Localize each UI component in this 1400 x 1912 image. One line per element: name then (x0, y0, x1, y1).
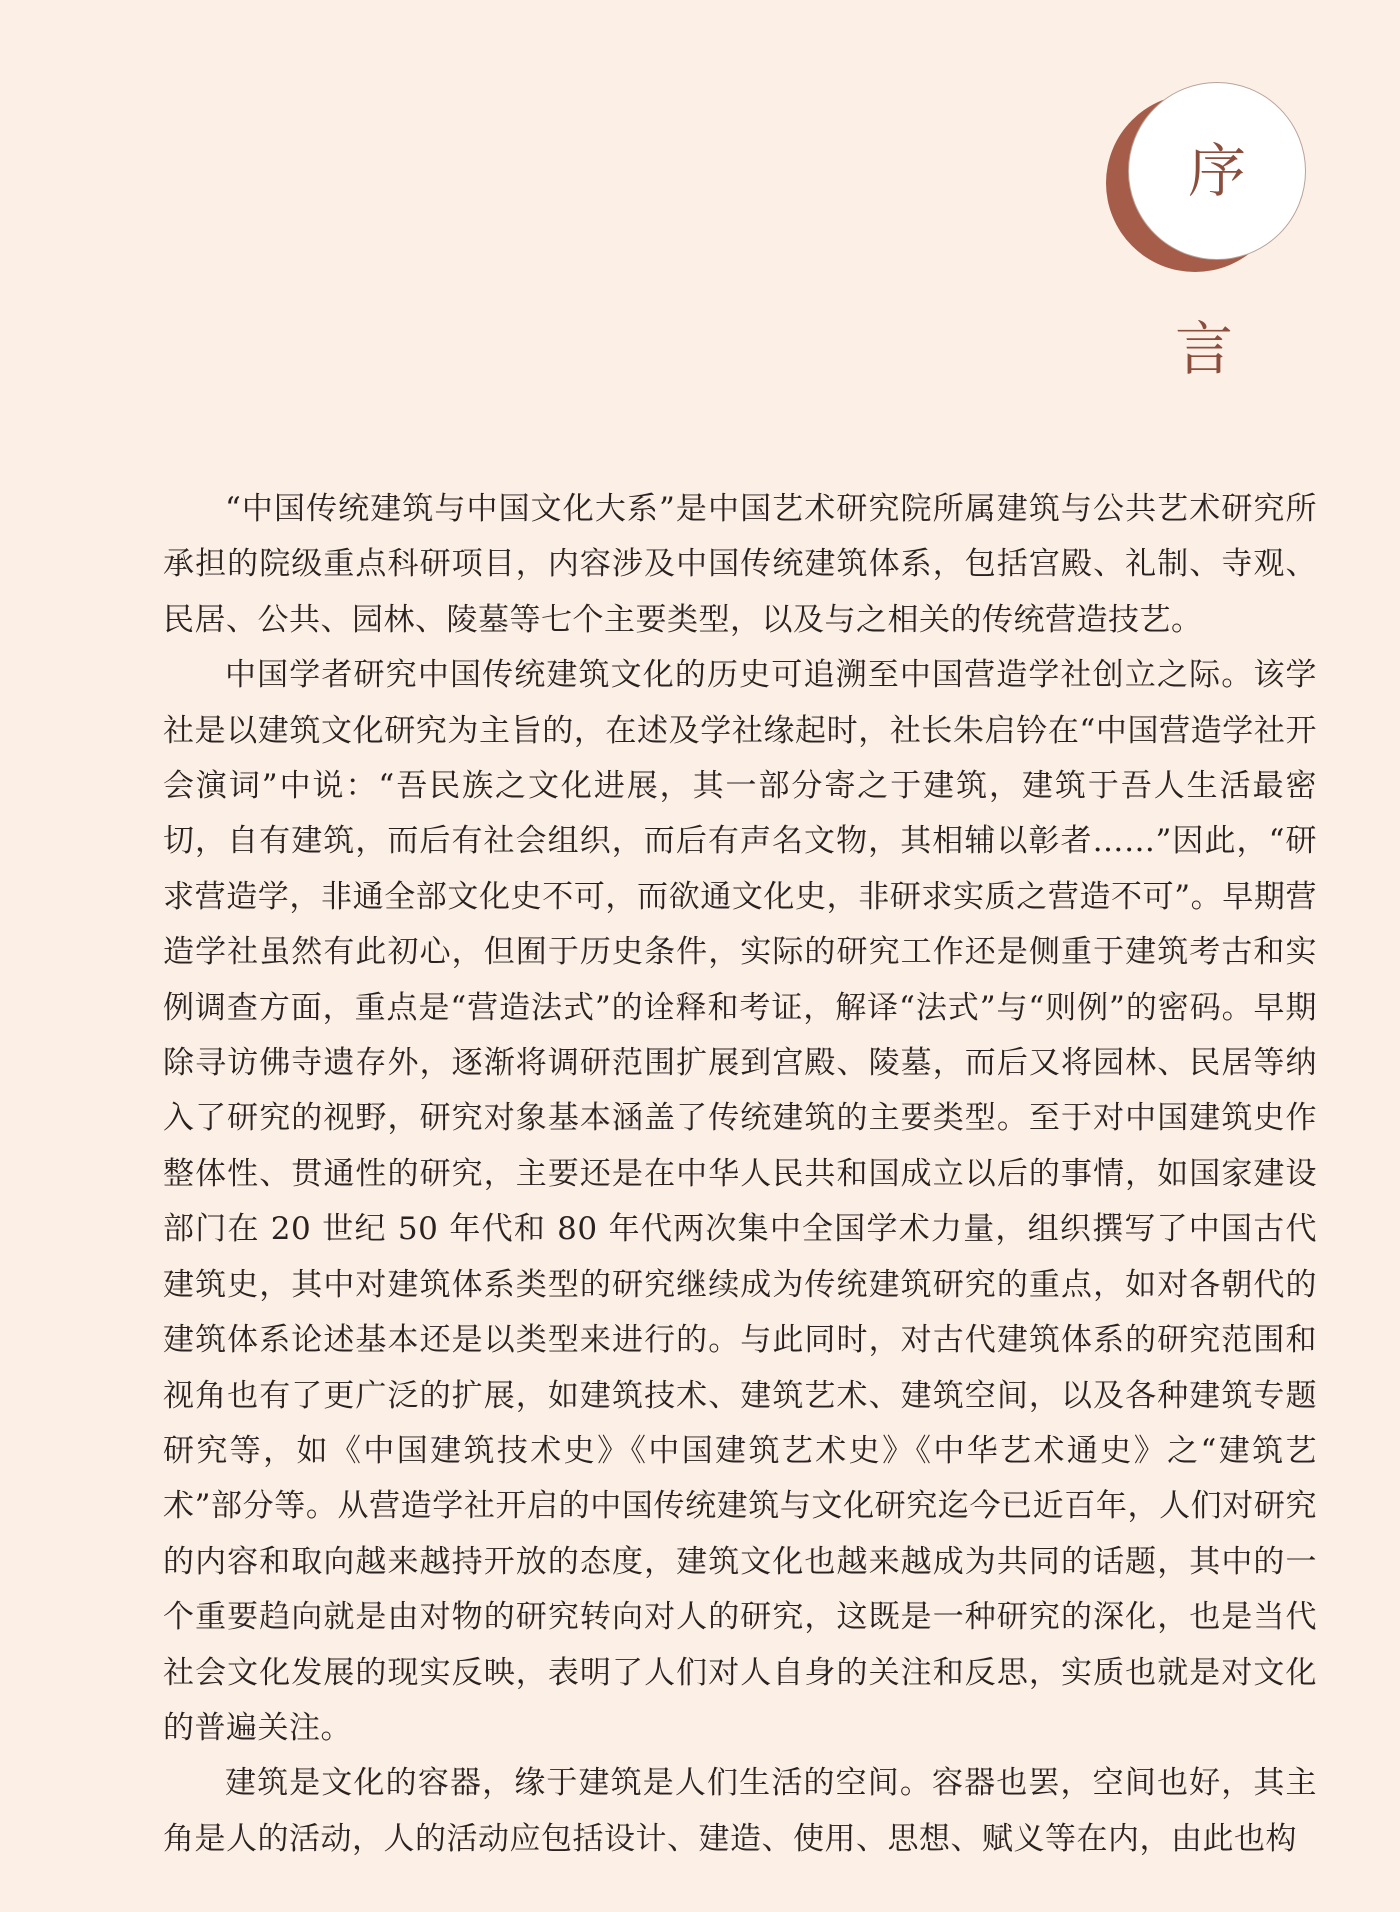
paragraph: 中国学者研究中国传统建筑文化的历史可追溯至中国营造学社创立之际。该学社是以建筑文化研究为主旨的，在述及学社缘起时，社长朱启钤在“中国营造学社开会演词”中说：“吾民族之文化进展，其一部分寄之于建筑，建筑于吾人生活最密切，自有建筑，而后有社会组织，而后有声名文物，其相辅以彰者……”因此，“研求营造学，非通全部文化史不可，而欲通文化史，非研求实质之营造不可”。早期营造学社虽然有此初心，但囿于历史条件，实际的研究工作还是侧重于建筑考古和实例调查方面，重点是“营造法式”的诠释和考证，解译“法式”与“则例”的密码。早期除寻访佛寺遗存外，逐渐将调研范围扩展到宫殿、陵墓，而后又将园林、民居等纳入了研究的视野，研究对象基本涵盖了传统建筑的主要类型。至于对中国建筑史作整体性、贯通性的研究，主要还是在中华人民共和国成立以后的事情，如国家建设部门在 20 世纪 50 年代和 80 年代两次集中全国学术力量，组织撰写了中国古代建筑史，其中对建筑体系类型的研究继续成为传统建筑研究的重点，如对各朝代的建筑体系论述基本还是以类型来进行的。与此同时，对古代建筑体系的研究范围和视角也有了更广泛的扩展，如建筑技术、建筑艺术、建筑空间，以及各种建筑专题研究等，如《中国建筑技术史》《中国建筑艺术史》《中华艺术通史》之“建筑艺术”部分等。从营造学社开启的中国传统建筑与文化研究迄今已近百年，人们对研究的内容和取向越来越持开放的态度，建筑文化也越来越成为共同的话题，其中的一个重要趋向就是由对物的研究转向对人的研究，这既是一种研究的深化，也是当代社会文化发展的现实反映，表明了人们对人自身的关注和反思，实质也就是对文化的普遍关注。 (163, 657, 1317, 1746)
paragraph: 建筑是文化的容器，缘于建筑是人们生活的空间。容器也罢，空间也好，其主角是人的活动，人的活动应包括设计、建造、使用、思想、赋义等在内，由此也构 (163, 1765, 1317, 1857)
article-body (163, 482, 1317, 1867)
paragraph: “中国传统建筑与中国文化大系”是中国艺术研究院所属建筑与公共艺术研究所承担的院级重点科研项目，内容涉及中国传统建筑体系，包括宫殿、礼制、寺观、民居、公共、园林、陵墓等七个主要类型，以及与之相关的传统营造技艺。 (163, 491, 1317, 638)
page-title: 序言 (1174, 137, 1272, 383)
title-badge (1106, 82, 1306, 383)
